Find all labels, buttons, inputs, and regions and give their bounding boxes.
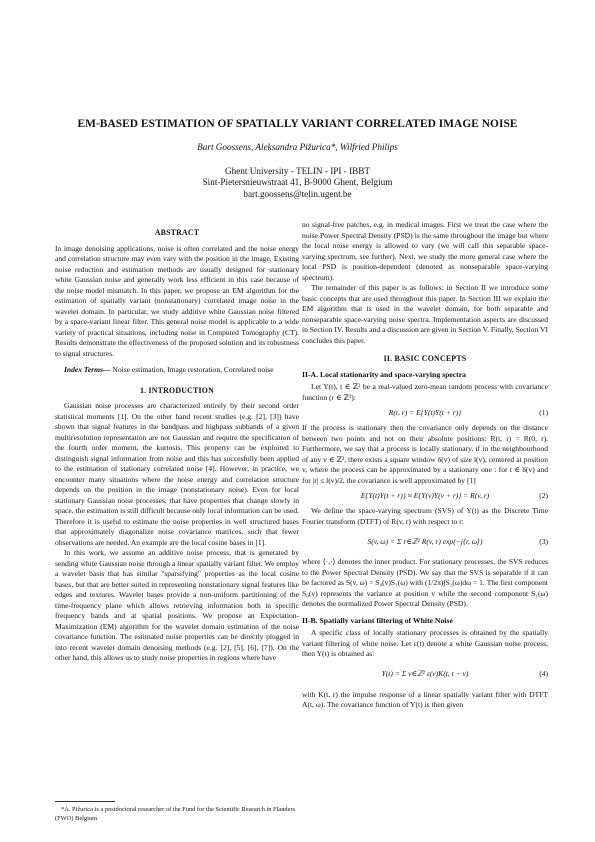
equation-2-number: (2) [539,490,548,500]
equation-4-body: Y(t) = Σ v∈ℤ² ε(v)K(t, t − v) [381,669,469,679]
equation-4 [302,663,548,687]
index-terms-label: Index Terms— [64,365,111,374]
equation-4-number: (4) [539,669,548,679]
index-terms [55,365,299,376]
equation-1-body: R(t, r) = E{Y(t)Y(t + r)} [388,407,462,417]
equation-2-body: E{Y(t)Y(t + r)} ≈ E{Y(v)Y(v + r)} = R(v, r) [360,490,490,500]
abstract-heading: ABSTRACT [154,228,200,237]
footnote-rule [55,801,115,802]
equation-3 [302,530,548,554]
subsection-b-heading: II-B. Spatially variant filtering of White Noise [302,615,453,625]
affiliation-email[interactable]: bart.goossens@telin.ugent.be [243,188,352,199]
equation-1-number: (1) [539,407,548,417]
equation-1 [302,406,548,420]
affiliation-block [40,166,555,200]
equation-3-number: (3) [539,536,548,546]
paper-title: EM-BASED ESTIMATION OF SPATIALLY VARIANT CORRELATED IMAGE NOISE [77,118,518,130]
intro-paragraph-1: Gaussian noise processes are characterized entirely by their second order statistical moments [1]. On the other hand recent studies (e.g. [2], [3]) have shown that signal features in the bandpass and highpass subbands of a given multiresolution representation are not Gaussian and require the specification of the fourth order moment, the kurtosis. This property can be exploited to distinguish signal information from noise and this has succesfully been applied to the estimation of stationary correlated noise [4]. However, in practice, we encounter many situations where the noise energy and correlation structure depends on the position in the image (nonstationary noise). Even for local stationary Gaussian noise processes, that have properties that change slowly in space, the estimation is still difficult because only local information can be used. Therefore it is useful to estimate the noise properties in well structured bases that approximately diagonalize noise covariance matrices, such that fewer observations are needed. An example are the local cosine bases in [1]. [55,401,299,547]
subsection-a-heading: II-A. Local stationarity and space-varying spectra [302,369,466,379]
subsection-a-paragraph-1: Let Y(t), t ∈ ℤ² be a real-valued zero-mean random process with covariance function (r ∈ ℤ²): [302,382,548,402]
subsection-b-paragraph-1: A specific class of locally stationary processes is obtained by the spatially variant filtering of white noise. Let ε(t) denote a white Gaussian noise process, then Y(t) is obtained as: [302,628,548,658]
paper-outline-paragraph: The remainder of this paper is as follows: in Section II we introduce some basic concepts that are used throughout this paper. In Section III we explain the EM algorithm that is used in the wavelet domain, for both separable and nonseparable space-varying noise spectra. Implementation aspects are discussed in Section IV. Results and a discussion are given in Section V. Finally, Section VI concludes this paper. [302,283,548,345]
left-column [55,224,299,664]
affiliation-institution: Ghent University - TELIN - IPI - IBBT [224,166,371,176]
intro-continuation: no signal-free patches, e.g. in medical images. First we treat the case where the noise Power Spectral Density (PSD) is the same throughout the image but where the local noise energy is allowed to vary (we will call this separable space-varying spectrum, see further). Next, we study the more general case where the local PSD is position-dependent (denoted as nonseparable space-varying spectrum). [302,220,548,282]
equation-3-body: S(v, ω) = Σ r∈ℤ² R(v, r) exp(−j⟨r, ω⟩) [367,536,483,546]
index-terms-text: Noise estimation, Image restoration, Correlated noise [112,365,274,374]
subsection-a-paragraph-4: where ⟨·,·⟩ denotes the inner product. For stationary processes, the SVS reduces to the Power Spectral Density (PSD). We say that the SVS is separable if it can be factored as S(v, ω) = S₀(v)S₁(ω) with (1/2π)∫S₁(ω)dω = 1. The first component S₀(v) represents the variance at position v while the second component S₁(ω) denotes the normalized Power Spectral Density (PSD). [302,557,548,608]
subsection-a-paragraph-3: We define the space-varying spectrum (SVS) of Y(t) as the Discrete Time Fourier transform (DTFT) of R(v, r) with respect to r: [302,506,548,526]
right-column [302,220,548,711]
footnote: *A. Pižurica is a postdoctoral researcher of the Fund for the Scientific Research in Flanders (FWO) Belgium [55,806,296,822]
affiliation-address: Sint-Pietersnieuwstraat 41, B-9000 Ghent, Belgium [202,177,393,188]
equation-2 [302,489,548,503]
intro-paragraph-2: In this work, we assume an additive noise process, that is generated by sending white Gaussian noise through a linear spatially variant filter. We employ a wavelet basis that has similar "sparsifying" properties as the local cosine bases, but that are better suited in representing nonstationary signal features like edges and textures. Wavelet bases provide a non-uniform partitioning of the time-frequency plane which allows retrieving information both in specific frequency bands and at spatial positions. We propose an Expectation-Maximization (EM) algorithm for the wavelet domain estimation of the noise covariance function. The estimated noise properties can be directly plugged in into recent wavelet domain denoising methods (e.g. [2], [5], [6], [7]). On the other hand, this allows us to study noise properties in regions where have [55,548,299,662]
section2-heading: II. BASIC CONCEPTS [383,354,467,363]
subsection-b-paragraph-2: with K(t, r) the impulse response of a linear spatially variant filter with DTFT A(t, ω). The covariance function of Y(t) is then given [302,689,548,709]
abstract-text: In image denoising applications, noise is often correlated and the noise energy and correlation structure may even vary with the position in the image. Existing noise reduction and estimation methods are usually designed for stationary white Gaussian noise and generally work less efficient in this case because of the noise model mismatch. In this paper, we propose an EM algorithm for the estimation of spatially variant (nonstationary) correlated image noise in the wavelet domain. In particular, we study additive white Gaussian noise filtered by a space-variant linear filter. This general noise model is applicable to a wide variety of practical situations, including noise in Computed Tomography (CT). Results demonstrate the effectiveness of the proposed solution and its robustness to signal structures. [55,243,299,358]
subsection-a-paragraph-2: If the process is stationary then the covariance only depends on the distance between two points and not on their absolute positions: R(t, r) = R(0, r). Furthermore, we say that a process is locally stationary, if in the neighbourhood of any v ∈ ℤ², there exists a square window δ(v) of size l(v), centered at position v, where the process can be approximated by a stationary one : for t ∈ δ(v) and for |r| ≤ l(v)/2, the covariance is well approximated by [1] [302,423,548,485]
intro-heading: 1. INTRODUCTION [139,385,215,395]
author-list: Bart Goossens, Aleksandra Pižurica*, Wilfried Philips [197,142,398,152]
